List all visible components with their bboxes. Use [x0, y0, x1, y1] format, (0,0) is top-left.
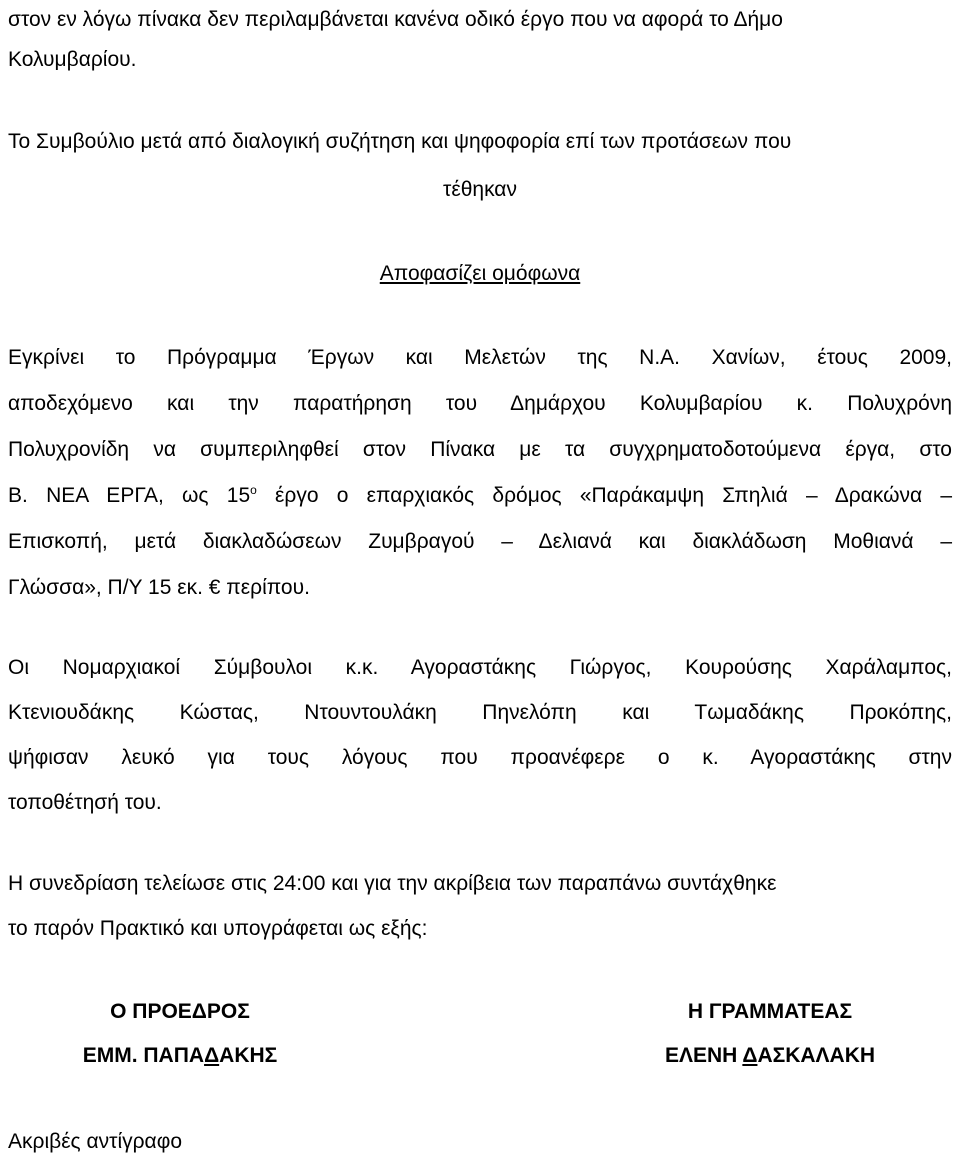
president-name-b: Δ	[204, 1044, 220, 1067]
decision-line-4d: Δρακώνα	[817, 484, 941, 507]
decision-line-4	[8, 484, 952, 508]
dash: –	[501, 530, 513, 553]
euro-symbol: €	[208, 576, 221, 599]
minority-line-3-text: ψήφισαν λευκό για τους λόγους που προανέφερε ο κ. Αγοραστάκης στην	[8, 746, 952, 769]
decision-line-6a: Γλώσσα», Π/Υ 15 εκ.	[8, 576, 209, 599]
president-name-a: ΕΜΜ. ΠΑΠΑ	[82, 1044, 205, 1067]
secretary-name-b: Δ	[742, 1044, 758, 1067]
decision-heading-text: Αποφασίζει ομόφωνα	[379, 262, 581, 285]
minority-line-2	[8, 701, 952, 725]
secretary-title: Η ΓΡΑΜΜΑΤΕΑΣ	[687, 1000, 853, 1023]
president-name	[40, 1044, 320, 1068]
decision-line-2	[8, 392, 952, 416]
minority-line-4: τοποθέτησή του.	[8, 791, 162, 814]
decision-line-6	[8, 576, 310, 600]
secretary-name-c: ΑΣΚΑΛΑΚΗ	[757, 1044, 876, 1067]
decision-line-1-text: Εγκρίνει το Πρόγραμμα Έργων και Μελετών της Ν.Α. Χανίων, έτους 2009,	[8, 346, 952, 369]
intro-line-2: Κολυμβαρίου.	[8, 48, 137, 71]
decision-line-4-text	[8, 484, 952, 508]
decision-line-4b: έργο ο επαρχιακός δρόμος «Παράκαμψη Σπηλιά	[256, 484, 806, 507]
dash: –	[940, 530, 952, 553]
secretary-name-a: ΕΛΕΝΗ	[664, 1044, 743, 1067]
decision-line-5-text	[8, 530, 952, 554]
minority-line-1-text: Οι Νομαρχιακοί Σύμβουλοι κ.κ. Αγοραστάκης Γιώργος, Κουρούσης Χαράλαμπος,	[8, 656, 952, 679]
decision-line-2b: Δημάρχου Κολυμβαρίου κ. Πολυχρόνη	[510, 392, 952, 415]
decision-line-3	[8, 438, 952, 462]
dash: –	[940, 484, 953, 507]
president-name-c: ΑΚΗΣ	[219, 1044, 278, 1067]
closing-line-2: το παρόν Πρακτικό και υπογράφεται ως εξής:	[8, 917, 428, 940]
closing-line-1: Η συνεδρίαση τελείωσε στις 24:00 και για την ακρίβεια των παραπάνω συντάχθηκε	[8, 872, 777, 895]
decision-line-2a: αποδεχόμενο και την παρατήρηση του	[8, 392, 511, 415]
dash: –	[805, 484, 818, 507]
secretary-name	[620, 1044, 920, 1068]
decision-line-3-text: Πολυχρονίδη να συμπεριληφθεί στον Πίνακα με τα συγχρηματοδοτούμενα έργα, στο	[8, 438, 952, 461]
decision-line-2-text	[8, 392, 952, 416]
ordinal-superscript: ο	[250, 483, 257, 497]
intro-line-1: στον εν λόγω πίνακα δεν περιλαμβάνεται κανένα οδικό έργο που να αφορά το Δήμο	[8, 8, 783, 31]
decision-line-1	[8, 346, 952, 370]
minority-line-1	[8, 656, 952, 680]
decision-line-5	[8, 530, 952, 554]
minority-line-3	[8, 746, 952, 770]
council-line-2: τέθηκαν	[443, 178, 517, 201]
council-line-1: Το Συμβούλιο μετά από διαλογική συζήτηση και ψηφοφορία επί των προτάσεων που	[8, 130, 792, 153]
president-title: Ο ΠΡΟΕΔΡΟΣ	[110, 1000, 250, 1023]
minority-line-2-text: Κτενιουδάκης Κώστας, Ντουντουλάκη Πηνελόπη και Τωμαδάκης Προκόπης,	[8, 701, 952, 724]
decision-line-5a: Επισκοπή, μετά διακλαδώσεων Ζυμβραγού	[8, 530, 502, 553]
decision-heading	[0, 262, 960, 286]
certified-copy: Ακριβές αντίγραφο	[8, 1130, 182, 1153]
decision-line-5c: Δελιανά και διακλάδωση Μοθιανά	[512, 530, 941, 553]
decision-line-4a: Β. ΝΕΑ ΕΡΓΑ, ως 15	[8, 484, 251, 507]
decision-line-6c: περίπου.	[220, 576, 310, 599]
